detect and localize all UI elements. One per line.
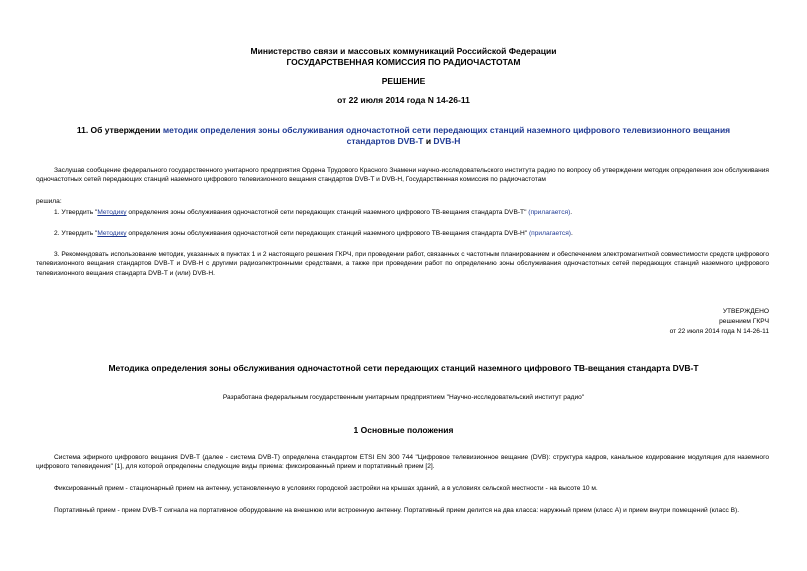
point-1-before: 1. Утвердить "	[54, 209, 98, 216]
attached-link-1[interactable]: (прилагается)	[528, 209, 571, 216]
intro-paragraph: Заслушав сообщение федерального государственного унитарного предприятия Ордена Трудового Красного Знамени научно-исследовательского института радио по вопросу об утверждении методик определения зон обслуживания одночастотных сетей передающих станций наземного цифрового телевизионного вещания стандартов DVB-T и DVB-H, Государственная комиссия по радиочастотам	[36, 167, 769, 184]
ministry-heading: Министерство связи и массовых коммуникаций Российской Федерации	[250, 46, 557, 56]
approved-line: УТВЕРЖДЕНО	[722, 308, 769, 315]
decision-date: от 22 июля 2014 года N 14-26-11	[337, 95, 470, 105]
approved-date-line: от 22 июля 2014 года N 14-26-11	[669, 328, 769, 335]
approval-block	[560, 307, 769, 337]
item-title-link[interactable]: методик определения зоны обслуживания одночастотной сети передающих станций наземного цифрового телевизионного вещания стандартов	[162, 125, 731, 146]
approved-by-line: решением ГКРЧ	[719, 318, 769, 325]
attached-link-2[interactable]: (прилагается)	[528, 230, 571, 237]
point-2	[54, 229, 769, 238]
point-2-end: .	[571, 230, 573, 237]
point-1	[54, 208, 769, 217]
item-title	[60, 125, 747, 147]
point-1-after: определения зоны обслуживания одночастотной сети передающих станций наземного цифрового ТВ-вещания стандарта DVB-T"	[126, 209, 529, 216]
point-1-end: .	[570, 209, 573, 216]
paragraph-system: Система эфирного цифрового вещания DVB-T (далее - система DVB-T) определена стандартом ETSI EN 300 744 "Цифровое телевизионное вещание (DVB): структура кадров, канальное кодирование модуляция для наземного цифрового телевидения" [1], для которой определены следующие виды приема: фиксированный прием и портативный прием [2].	[36, 454, 769, 471]
method-title: Методика определения зоны обслуживания одночастотной сети передающих станций наземного цифрового ТВ-вещания стандарта DVB-T	[108, 363, 699, 373]
point-2-before: 2. Утвердить "	[54, 230, 98, 237]
item-title-prefix: 11. Об утверждении	[76, 125, 161, 135]
point-2-after: определения зоны обслуживания одночастотной сети передающих станций наземного цифрового ТВ-вещания стандарта DVB-H"	[126, 230, 529, 237]
dvbt-link[interactable]: DVB-T	[397, 136, 424, 146]
paragraph-portable-reception: Портативный прием - прием DVB-T сигнала на портативное оборудование на внешнюю или встроенную антенну. Портативный прием делится на два класса: наружный прием (класс А) и прием внутри помещений (класс В).	[54, 507, 740, 514]
developed-by: Разработана федеральным государственным унитарным предприятием "Научно-исследовательский институт радио"	[222, 394, 585, 401]
resolved-label: решила:	[36, 198, 62, 205]
method-link-1[interactable]: Методику	[97, 209, 127, 216]
decision-heading: РЕШЕНИЕ	[381, 76, 426, 86]
section-heading: 1 Основные положения	[353, 425, 454, 435]
commission-heading: ГОСУДАРСТВЕННАЯ КОМИССИЯ ПО РАДИОЧАСТОТАМ	[286, 57, 521, 67]
dvbh-link[interactable]: DVB-H	[433, 136, 461, 146]
item-title-and: и	[425, 136, 432, 146]
paragraph-fixed-reception: Фиксированный прием - стационарный прием на антенну, установленную в условиях городской застройки на крышах зданий, а в условиях сельской местности - на высоте 10 м.	[54, 485, 598, 492]
method-link-2[interactable]: Методику	[97, 230, 127, 237]
point-3: 3. Рекомендовать использование методик, указанных в пунктах 1 и 2 настоящего решения ГКРЧ, при проведении работ, связанных с частотным планированием и обеспечением электромагнитной совместимости средств цифрового телевизионного вещания стандартов DVB-T и DVB-H с другими радиоэлектронными средствами, а также при проведении работ по определению зоны обслуживания одночастотных сетей передающих станций наземного цифрового телевизионного вещания стандарта DVB-T и (или) DVB-H.	[36, 251, 769, 277]
